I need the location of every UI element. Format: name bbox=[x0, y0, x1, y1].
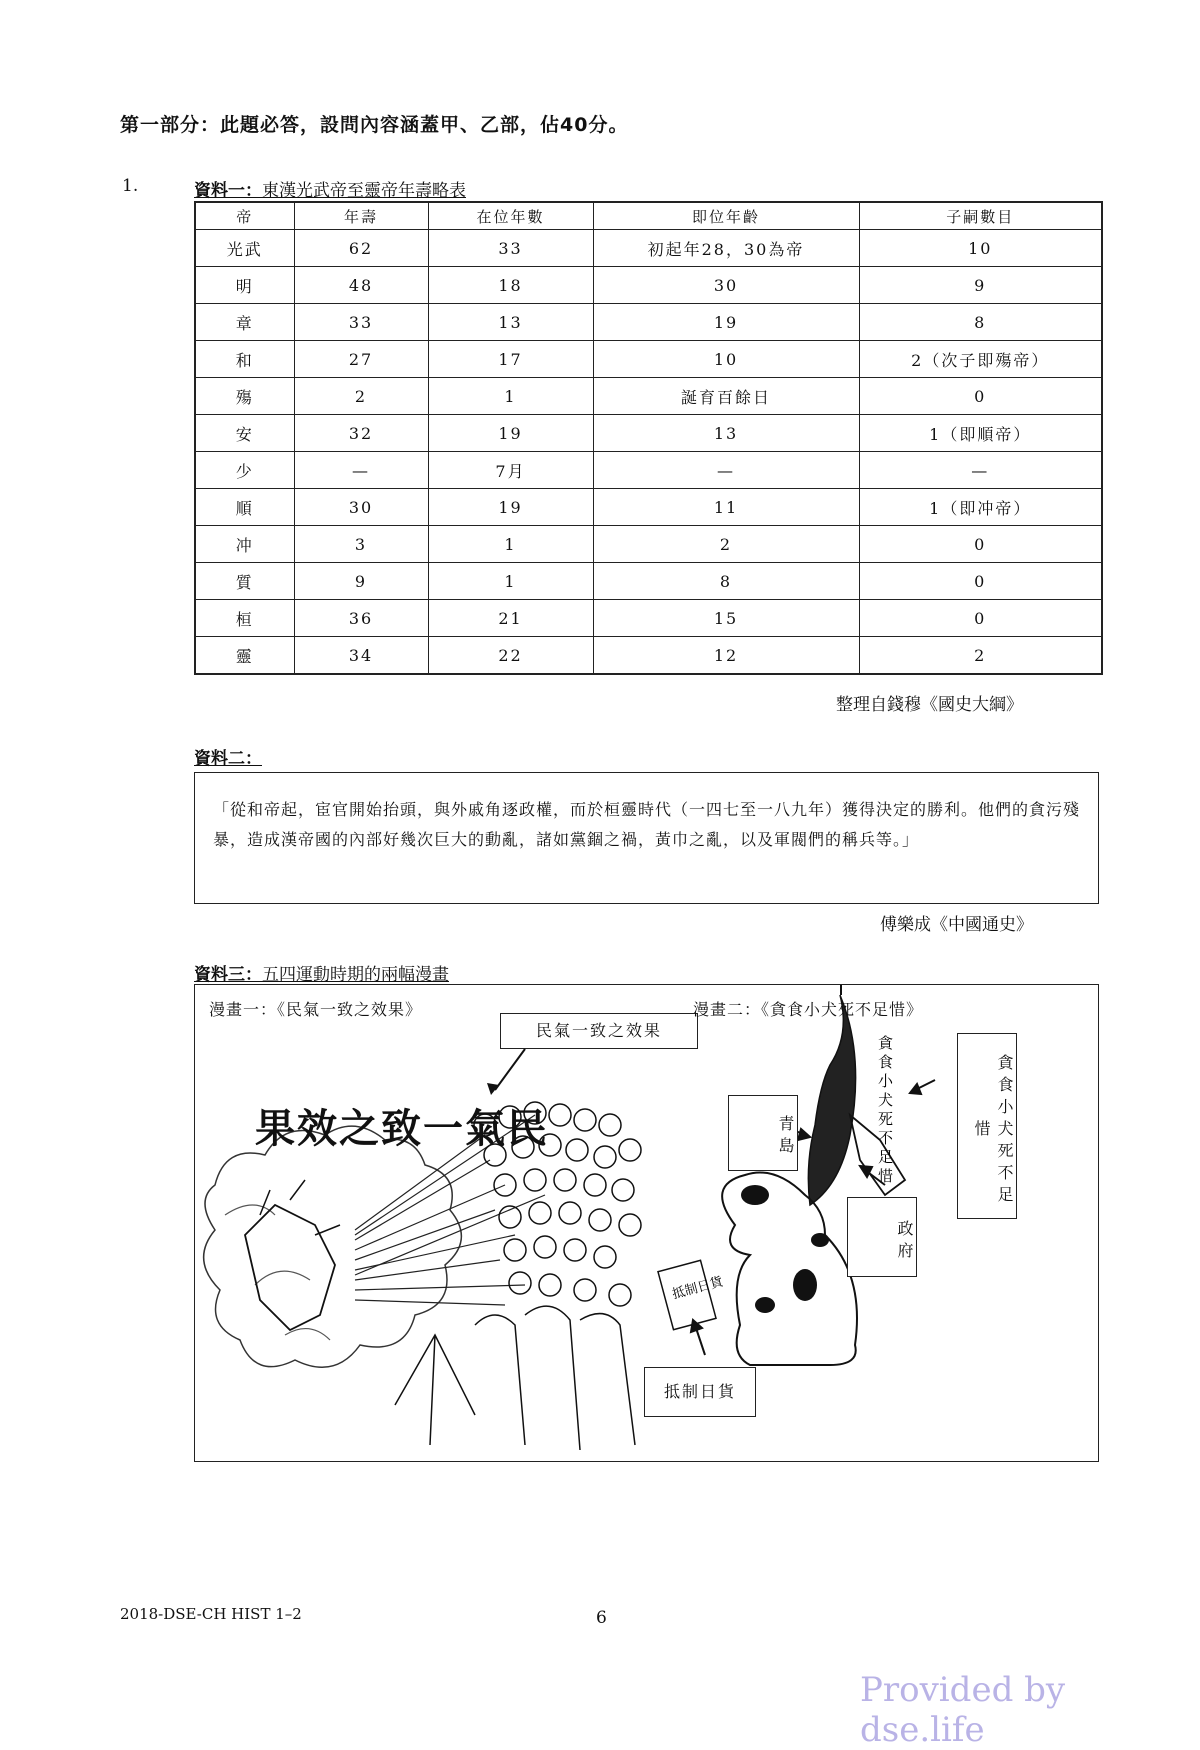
table-cell: 30 bbox=[294, 489, 428, 526]
table-cell: 1（即順帝） bbox=[859, 415, 1102, 452]
table-row bbox=[195, 415, 1102, 452]
table-cell: 34 bbox=[294, 637, 428, 675]
table-cell: 11 bbox=[593, 489, 859, 526]
source2-quote-text: 「從和帝起，宦官開始抬頭，與外戚角逐政權，而於桓靈時代（一四七至一八九年）獲得決定的勝利。他們的貪污殘暴，造成漢帝國的內部好幾次巨大的動亂，諸如黨錮之禍，黃巾之亂，以及軍閥們的稱兵等。」 bbox=[213, 800, 1081, 849]
table-header-cell: 在位年數 bbox=[428, 202, 593, 230]
table-cell: 18 bbox=[428, 267, 593, 304]
table-cell: 章 bbox=[195, 304, 294, 341]
table-cell: 10 bbox=[859, 230, 1102, 267]
table-cell: 和 bbox=[195, 341, 294, 378]
source1-credit: 整理自錢穆《國史大綱》 bbox=[836, 695, 1023, 715]
source2-heading bbox=[194, 744, 262, 769]
table-cell: 1 bbox=[428, 563, 593, 600]
table-cell: 62 bbox=[294, 230, 428, 267]
dog-body bbox=[722, 1173, 857, 1366]
table-row bbox=[195, 526, 1102, 563]
table-header-cell: 年壽 bbox=[294, 202, 428, 230]
table-cell: 冲 bbox=[195, 526, 294, 563]
cartoon1-drawn-title: 果效之致一氣民 bbox=[255, 1105, 549, 1152]
cartoon1-caption: 漫畫一：《民氣一致之效果》 bbox=[209, 1000, 423, 1019]
table-cell: 順 bbox=[195, 489, 294, 526]
watermark: Provided by dse.life bbox=[860, 1670, 1066, 1750]
leaflet-text: 抵制日貨 bbox=[670, 1274, 725, 1303]
table-cell: 15 bbox=[593, 600, 859, 637]
exam-code: 2018-DSE-CH HIST 1–2 bbox=[120, 1605, 302, 1623]
table-header-row bbox=[195, 202, 1102, 230]
table-cell: 1 bbox=[428, 378, 593, 415]
lifespan-table bbox=[194, 201, 1101, 675]
table-cell: 9 bbox=[294, 563, 428, 600]
table-body bbox=[195, 230, 1102, 675]
table-row bbox=[195, 304, 1102, 341]
table-cell: 明 bbox=[195, 267, 294, 304]
table-cell: 2 bbox=[294, 378, 428, 415]
table-row bbox=[195, 452, 1102, 489]
table-cell: 1 bbox=[428, 526, 593, 563]
table-header-cell: 即位年齡 bbox=[593, 202, 859, 230]
table-cell: 13 bbox=[428, 304, 593, 341]
label-boycott: 抵制日貨 bbox=[644, 1367, 756, 1417]
table-cell: 30 bbox=[593, 267, 859, 304]
table-cell: 22 bbox=[428, 637, 593, 675]
table-row bbox=[195, 230, 1102, 267]
table-cell: 13 bbox=[593, 415, 859, 452]
table-cell: 0 bbox=[859, 526, 1102, 563]
source2-credit: 傅樂成《中國通史》 bbox=[880, 915, 1033, 935]
table-cell: — bbox=[593, 452, 859, 489]
table-cell: 27 bbox=[294, 341, 428, 378]
source3-label: 資料三： bbox=[194, 965, 262, 985]
table-row bbox=[195, 563, 1102, 600]
table-cell: 3 bbox=[294, 526, 428, 563]
cartoon1-illustration bbox=[195, 985, 655, 1461]
table-cell: — bbox=[859, 452, 1102, 489]
table-header-cell: 帝 bbox=[195, 202, 294, 230]
label-qingdao: 青島 bbox=[728, 1095, 798, 1171]
table-cell: 32 bbox=[294, 415, 428, 452]
source2-label: 資料二： bbox=[194, 749, 262, 769]
table-cell: 10 bbox=[593, 341, 859, 378]
table-cell: 8 bbox=[859, 304, 1102, 341]
table-cell: 21 bbox=[428, 600, 593, 637]
table-cell: 1（即冲帝） bbox=[859, 489, 1102, 526]
table-cell: 少 bbox=[195, 452, 294, 489]
source1-label: 資料一： bbox=[194, 181, 262, 201]
table-cell: 質 bbox=[195, 563, 294, 600]
table-cell: 2 bbox=[593, 526, 859, 563]
table-cell: 48 bbox=[294, 267, 428, 304]
table-row bbox=[195, 600, 1102, 637]
table-row bbox=[195, 267, 1102, 304]
table-cell: 19 bbox=[428, 489, 593, 526]
table-cell: 殤 bbox=[195, 378, 294, 415]
table-cell: 誕育百餘日 bbox=[593, 378, 859, 415]
source1-title: 東漢光武帝至靈帝年壽略表 bbox=[262, 181, 466, 201]
table-cell: 9 bbox=[859, 267, 1102, 304]
fish-shape bbox=[808, 995, 855, 1205]
table-row bbox=[195, 637, 1102, 675]
source3-heading bbox=[194, 960, 449, 985]
table-cell: 0 bbox=[859, 378, 1102, 415]
table-cell: 33 bbox=[428, 230, 593, 267]
table-cell: 0 bbox=[859, 600, 1102, 637]
section-title: 第一部分：此題必答，設問內容涵蓋甲、乙部，佔40分。 bbox=[120, 114, 629, 136]
cartoons-box bbox=[194, 984, 1099, 1462]
table-cell: 初起年28，30為帝 bbox=[593, 230, 859, 267]
cartoon1-callout: 民氣一致之效果 bbox=[500, 1013, 698, 1049]
table-cell: 靈 bbox=[195, 637, 294, 675]
crowd bbox=[395, 1102, 641, 1450]
table-cell: 2（次子即殤帝） bbox=[859, 341, 1102, 378]
fallen-figure bbox=[245, 1205, 335, 1330]
table-cell: 8 bbox=[593, 563, 859, 600]
table-row bbox=[195, 341, 1102, 378]
label-greedy-dog: 貪食小犬死不足惜 bbox=[957, 1033, 1017, 1219]
table-cell: — bbox=[294, 452, 428, 489]
page-number: 6 bbox=[596, 1608, 607, 1628]
source1-heading bbox=[194, 176, 466, 201]
table-cell: 桓 bbox=[195, 600, 294, 637]
table-cell: 安 bbox=[195, 415, 294, 452]
cartoon2-drawn-text: 貪食小犬死不足惜 bbox=[876, 1035, 894, 1187]
table-row bbox=[195, 378, 1102, 415]
table-cell: 7月 bbox=[428, 452, 593, 489]
table-cell: 17 bbox=[428, 341, 593, 378]
question-number: 1. bbox=[122, 176, 139, 196]
table-header-cell: 子嗣數目 bbox=[859, 202, 1102, 230]
table-row bbox=[195, 489, 1102, 526]
table-cell: 19 bbox=[428, 415, 593, 452]
cartoon2-caption: 漫畫二：《貪食小犬死不足惜》 bbox=[693, 1000, 924, 1019]
source2-quote-box bbox=[194, 772, 1099, 904]
table-cell: 33 bbox=[294, 304, 428, 341]
table-cell: 0 bbox=[859, 563, 1102, 600]
table-cell: 光武 bbox=[195, 230, 294, 267]
callout-arrow-1 bbox=[495, 1049, 525, 1090]
label-government: 政府 bbox=[847, 1197, 917, 1277]
table-cell: 19 bbox=[593, 304, 859, 341]
table-cell: 36 bbox=[294, 600, 428, 637]
table-cell: 12 bbox=[593, 637, 859, 675]
source3-title: 五四運動時期的兩幅漫畫 bbox=[262, 965, 449, 985]
table-cell: 2 bbox=[859, 637, 1102, 675]
